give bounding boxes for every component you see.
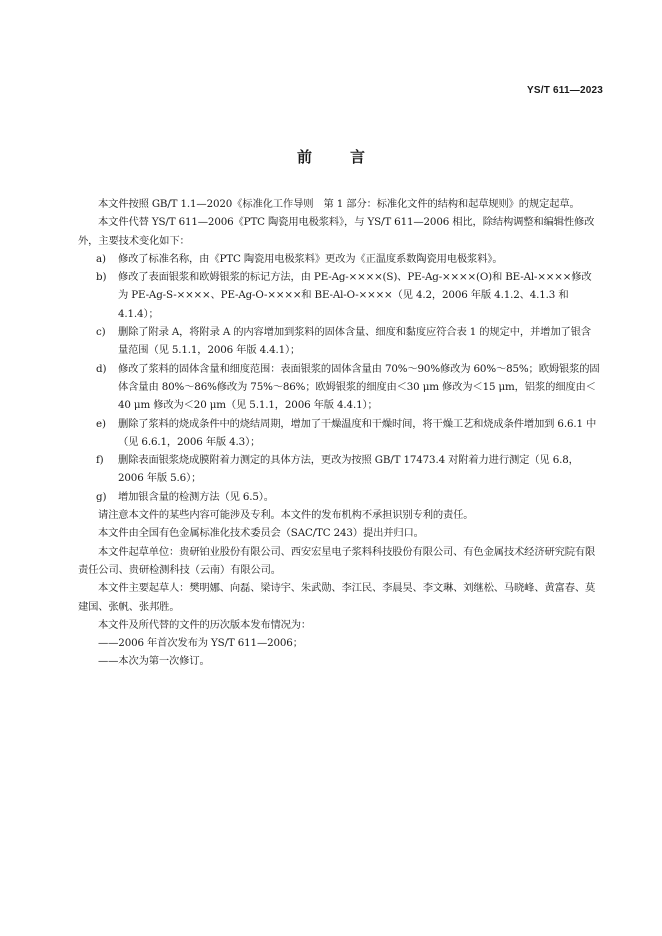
paragraph-proposed-by: 本文件由全国有色金属标准化技术委员会（SAC/TC 243）提出并归口。 [98, 527, 424, 540]
list-item [78, 250, 601, 268]
paragraph-history-intro: 本文件及所代替的文件的历次版本发布情况为： [98, 618, 312, 631]
foreword-body [78, 195, 601, 671]
title-char-1: 前 [296, 148, 312, 166]
list-item-text: 修改了表面银浆和欧姆银浆的标记方法，由 PE-Ag-××××(S)、PE-Ag-××××(O)和 BE-Al-××××修改为 PE-Ag-S-××××、PE-Ag-O-××××和 BE-Al-O-××××（见 4.2，2006 年版 4.1.2、4.1.3 和 4.1.4）； [118, 271, 592, 320]
list-item [78, 323, 601, 360]
list-item-text: 增加银含量的检测方法（见 6.5）。 [118, 490, 274, 503]
history-item: ——2006 年首次发布为 YS/T 611—2006； [98, 637, 303, 650]
title-char-2: 言 [350, 148, 366, 166]
paragraph-patent-notice: 请注意本文件的某些内容可能涉及专利。本文件的发布机构不承担识别专利的责任。 [98, 509, 474, 522]
paragraph-replaces: 本文件代替 YS/T 611—2006《PTC 陶瓷用电极浆料》，与 YS/T 611—2006 相比，除结构调整和编辑性修改外，主要技术变化如下： [78, 216, 595, 247]
history-item: ——本次为第一次修订。 [98, 655, 210, 668]
list-item-marker: g) [96, 490, 107, 503]
list-item-text: 修改了标准名称，由《PTC 陶瓷用电极浆料》更改为《正温度系数陶瓷用电极浆料》。 [118, 252, 503, 265]
list-item [78, 268, 601, 323]
list-item-text: 修改了浆料的固体含量和细度范围：表面银浆的固体含量由 70%～90%修改为 60%～85%；欧姆银浆的固体含量由 80%～86%修改为 75%～86%；欧姆银浆的细度由＜30 μm 修改为＜15 μm，铝浆的细度由＜40 μm 修改为＜20 μm（见 5.1.1，2006 年版 4.4.1）； [118, 362, 600, 412]
changes-list [78, 250, 601, 506]
paragraph-drafters: 本文件主要起草人：樊明娜、向磊、梁诗宇、朱武勋、李江民、李晨昊、李文琳、刘继松、马晓峰、黄富春、莫建国、张帆、张邦胜。 [78, 582, 596, 613]
list-item-text: 删除表面银浆烧成膜附着力测定的具体方法，更改为按照 GB/T 17473.4 对附着力进行测定（见 6.8，2006 年版 5.6）； [118, 454, 579, 485]
paragraph-drafting-units: 本文件起草单位：贵研铂业股份有限公司、西安宏星电子浆料科技股份有限公司、有色金属技术经济研究院有限责任公司、贵研检测科技（云南）有限公司。 [78, 545, 596, 576]
list-item [78, 488, 601, 506]
list-item-marker: c) [96, 326, 106, 339]
standard-code: YS/T 611—2023 [527, 85, 603, 96]
paragraph-drafting-rules: 本文件按照 GB/T 1.1—2020《标准化工作导则 第 1 部分：标准化文件的结构和起草规则》的规定起草。 [98, 198, 580, 210]
list-item [78, 451, 601, 488]
list-item-text: 删除了浆料的烧成条件中的烧结周期，增加了干燥温度和干燥时间，将干燥工艺和烧成条件增加到 6.6.1 中（见 6.6.1，2006 年版 4.3）； [118, 417, 597, 448]
list-item-text: 删除了附录 A，将附录 A 的内容增加到浆料的固体含量、细度和黏度应符合表 1 的规定中，并增加了银含量范围（见 5.1.1，2006 年版 4.4.1）； [118, 326, 591, 357]
page-title [0, 146, 662, 167]
list-item-marker: d) [96, 362, 107, 375]
list-item [78, 360, 601, 415]
list-item [78, 415, 601, 452]
list-item-marker: b) [96, 271, 107, 284]
list-item-marker: e) [96, 417, 106, 430]
list-item-marker: a) [96, 252, 106, 265]
list-item-marker: f) [96, 454, 104, 467]
